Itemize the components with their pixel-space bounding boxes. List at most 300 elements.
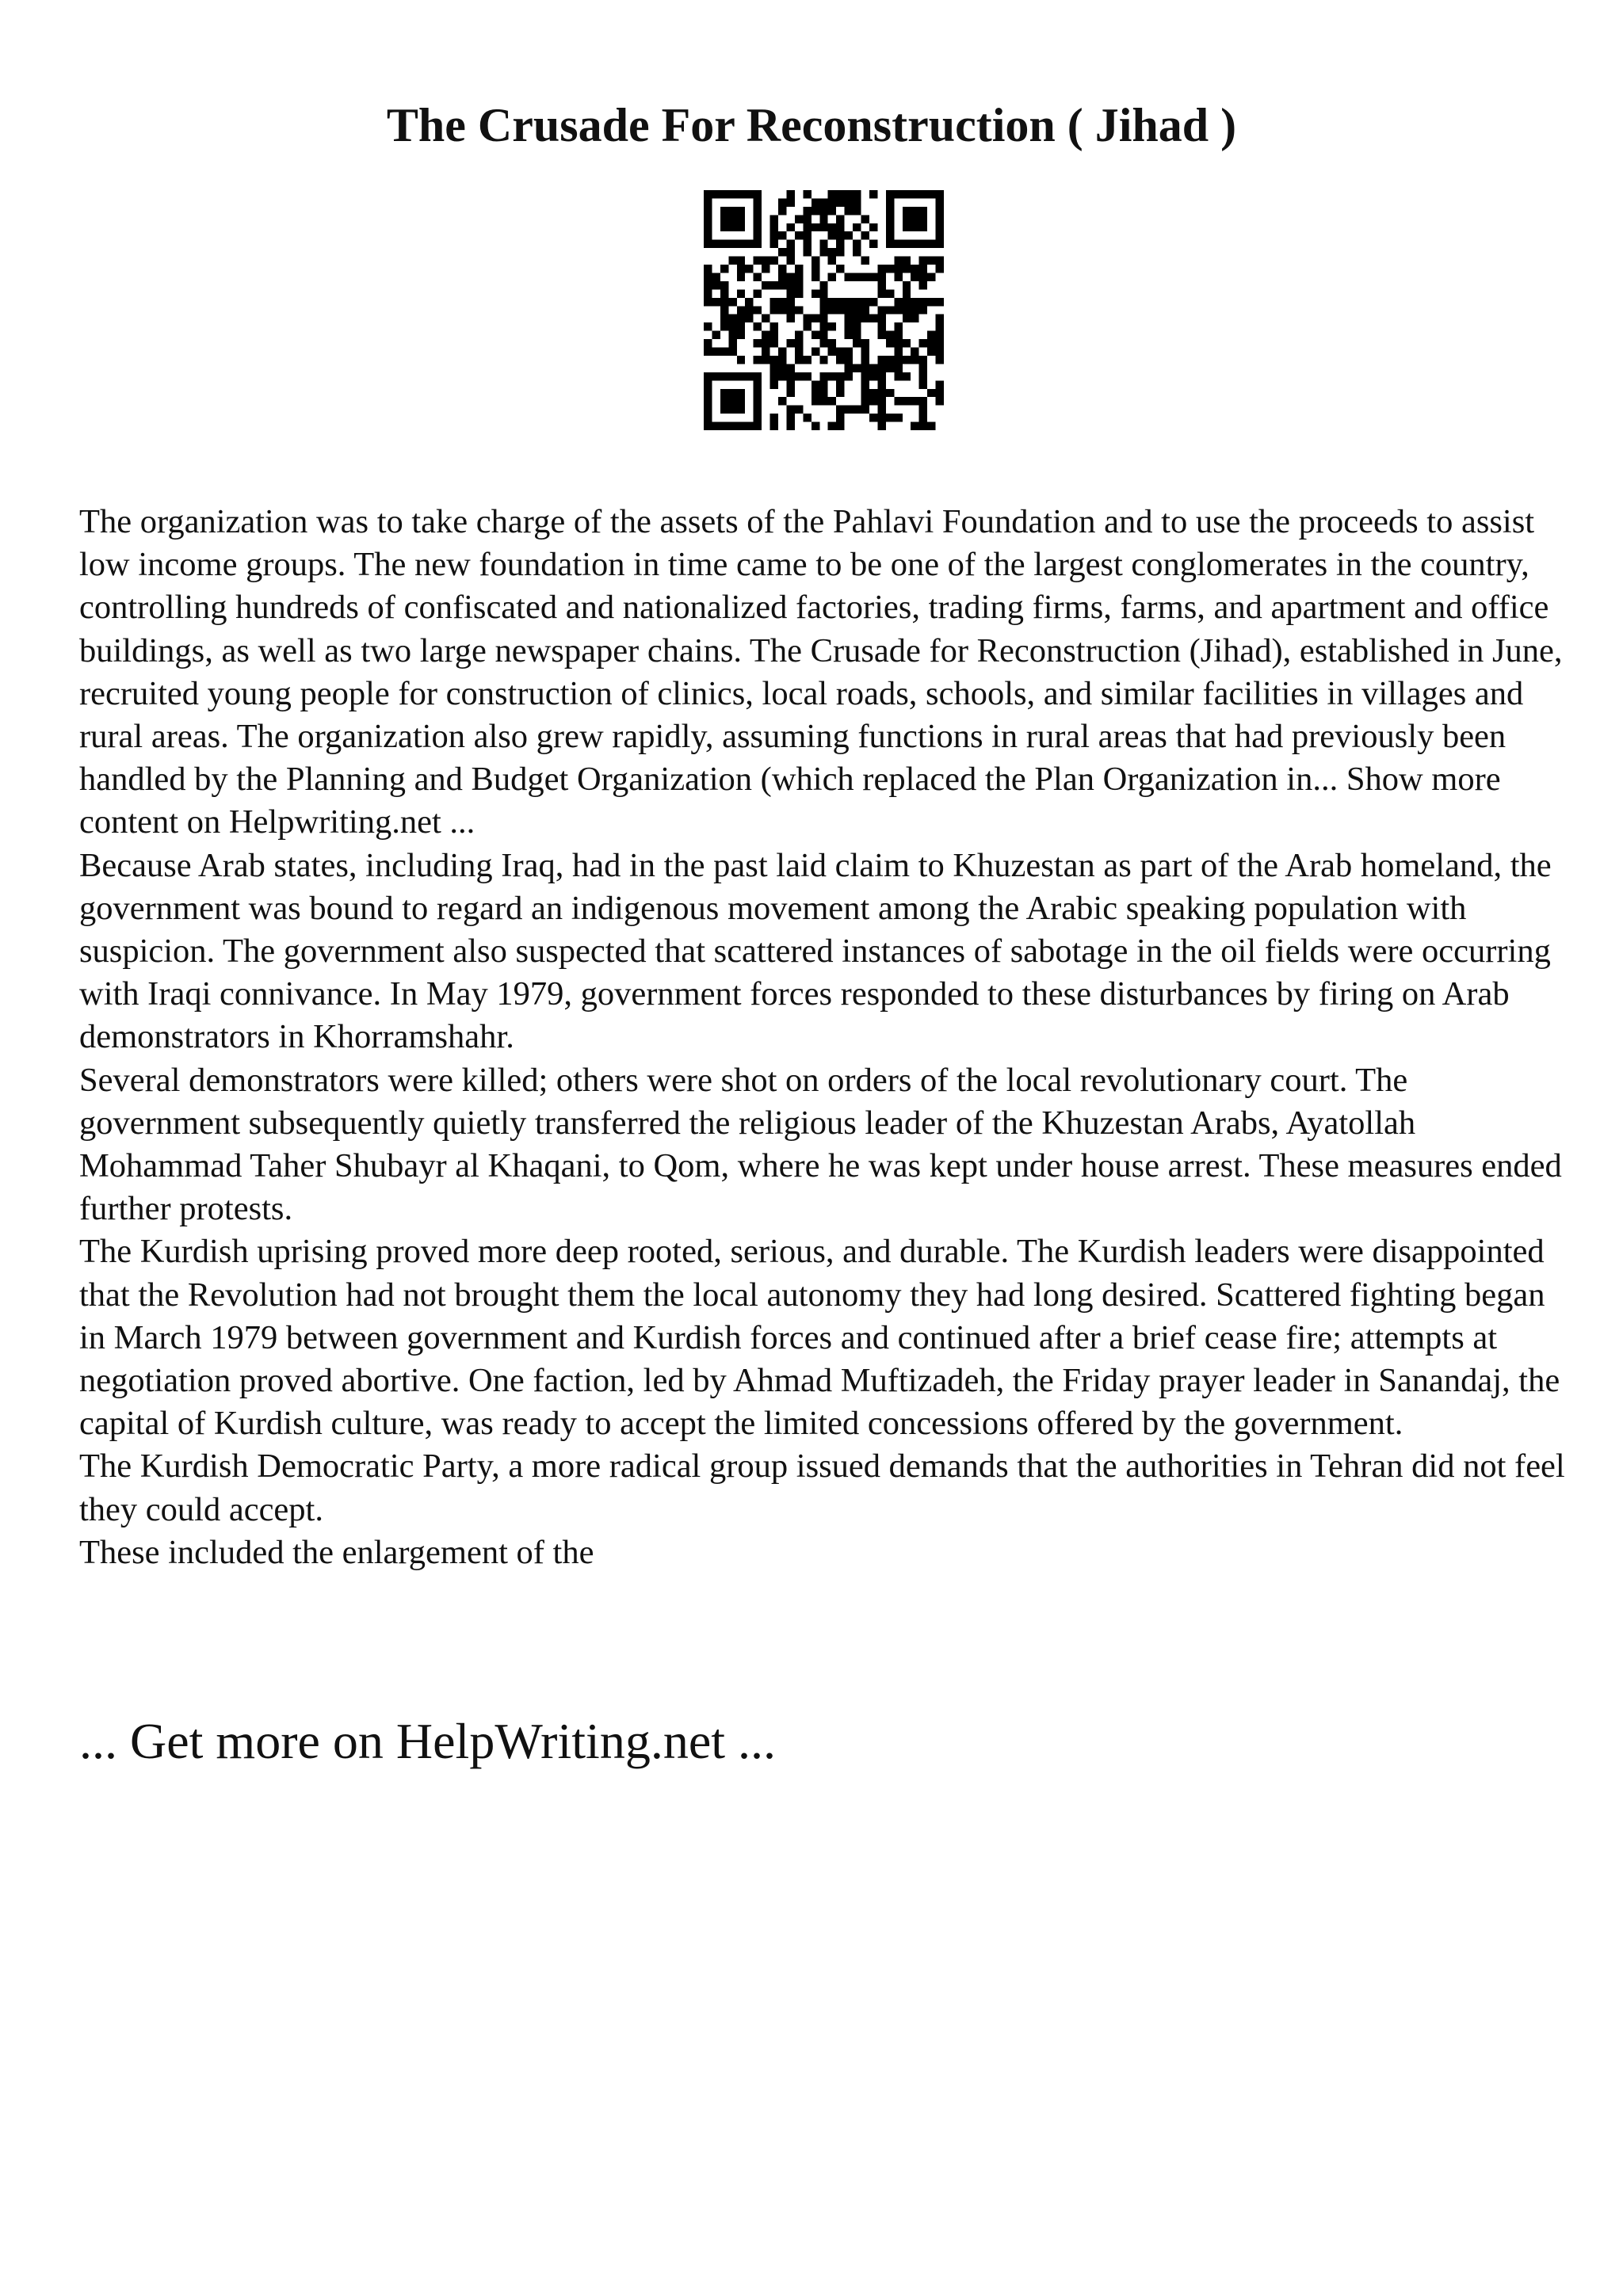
qr-module — [828, 273, 836, 280]
qr-module — [828, 306, 836, 314]
qr-module — [712, 422, 720, 430]
qr-module — [877, 265, 885, 273]
qr-module — [861, 406, 869, 414]
qr-module — [877, 281, 885, 289]
qr-module — [728, 240, 736, 248]
qr-module — [919, 397, 927, 405]
qr-module — [720, 322, 728, 330]
qr-module — [795, 372, 803, 380]
qr-module — [803, 231, 811, 239]
qr-module — [877, 372, 885, 380]
qr-module — [745, 372, 753, 380]
qr-module — [927, 389, 935, 397]
qr-module — [754, 223, 762, 231]
qr-module — [869, 364, 877, 372]
qr-module — [762, 265, 769, 273]
qr-module — [803, 414, 811, 421]
qr-module — [919, 414, 927, 421]
qr-module — [704, 372, 712, 380]
qr-module — [894, 397, 902, 405]
qr-module — [737, 331, 745, 339]
qr-module — [919, 265, 927, 273]
qr-module — [936, 215, 944, 223]
qr-module — [812, 207, 819, 215]
qr-module — [737, 207, 745, 215]
qr-module — [786, 273, 794, 280]
qr-module — [737, 223, 745, 231]
qr-module — [720, 190, 728, 198]
qr-module — [712, 240, 720, 248]
qr-module — [754, 215, 762, 223]
qr-module — [828, 298, 836, 306]
qr-module — [836, 240, 844, 248]
article-body — [79, 501, 1569, 1574]
qr-module — [877, 389, 885, 397]
qr-module — [795, 348, 803, 356]
qr-module — [894, 356, 902, 364]
qr-module — [919, 364, 927, 372]
qr-module — [836, 265, 844, 273]
qr-module — [737, 356, 745, 364]
qr-module — [894, 257, 902, 265]
qr-module — [786, 315, 794, 322]
qr-module — [819, 315, 827, 322]
qr-module — [803, 248, 811, 256]
qr-module — [786, 198, 794, 206]
qr-module — [919, 257, 927, 265]
qr-module — [894, 265, 902, 273]
qr-module — [786, 414, 794, 421]
qr-module — [786, 190, 794, 198]
qr-module — [778, 198, 786, 206]
qr-module — [869, 372, 877, 380]
qr-module — [704, 198, 712, 206]
qr-module — [795, 273, 803, 280]
qr-module — [770, 322, 778, 330]
qr-module — [877, 315, 885, 322]
qr-module — [828, 397, 836, 405]
qr-module — [728, 215, 736, 223]
qr-module — [737, 265, 745, 273]
get-more-link[interactable]: ... Get more on HelpWriting.net ... — [79, 1713, 776, 1769]
qr-module — [712, 298, 720, 306]
qr-module — [836, 190, 844, 198]
qr-module — [936, 315, 944, 322]
qr-module — [762, 339, 769, 347]
qr-module — [819, 281, 827, 289]
qr-module — [737, 273, 745, 280]
qr-module — [728, 298, 736, 306]
qr-module — [795, 265, 803, 273]
qr-module — [911, 223, 918, 231]
qr-module — [894, 273, 902, 280]
qr-module — [911, 207, 918, 215]
qr-module — [886, 364, 894, 372]
qr-module — [903, 281, 911, 289]
qr-module — [919, 380, 927, 388]
qr-module — [886, 331, 894, 339]
qr-module — [737, 322, 745, 330]
qr-module — [819, 207, 827, 215]
qr-module — [704, 414, 712, 421]
qr-module — [886, 215, 894, 223]
qr-module — [911, 265, 918, 273]
qr-module — [737, 397, 745, 405]
qr-module — [853, 331, 861, 339]
qr-module — [728, 331, 736, 339]
qr-module — [845, 190, 853, 198]
qr-module — [927, 257, 935, 265]
qr-module — [712, 372, 720, 380]
qr-module — [812, 289, 819, 297]
qr-module — [819, 372, 827, 380]
qr-module — [927, 348, 935, 356]
qr-module — [894, 306, 902, 314]
qr-module — [919, 240, 927, 248]
qr-module — [845, 273, 853, 280]
qr-module — [754, 322, 762, 330]
qr-module — [919, 281, 927, 289]
qr-module — [828, 223, 836, 231]
qr-module — [828, 248, 836, 256]
qr-module — [720, 298, 728, 306]
paragraph: The organization was to take charge of the assets of the Pahlavi Foundation and to use the proceeds to assist low income groups. The new foundation in time came to be one of the largest conglomerates in the country, controlling hundreds of confiscated and nationalized factories, trading firms, farms, and apartment and office buildings, as well as two large newspaper chains. The Crusade for Reconstruction (Jihad), established in June, recruited young people for construction of clinics, local roads, schools, and similar facilities in villages and rural areas. The organization also grew rapidly, assuming functions in rural areas that had previously been handled by the Planning and Budget Organization (which replaced the Plan Organization in... Show more content on Helpwriting.net ... — [79, 503, 1563, 841]
qr-module — [737, 389, 745, 397]
qr-module — [812, 223, 819, 231]
qr-module — [869, 389, 877, 397]
qr-module — [845, 406, 853, 414]
qr-module — [936, 257, 944, 265]
qr-module — [919, 422, 927, 430]
qr-module — [819, 380, 827, 388]
qr-module — [853, 406, 861, 414]
qr-module — [778, 281, 786, 289]
qr-module — [903, 356, 911, 364]
qr-module — [853, 273, 861, 280]
qr-module — [853, 223, 861, 231]
qr-module — [886, 190, 894, 198]
qr-module — [903, 315, 911, 322]
qr-module — [754, 289, 762, 297]
qr-module — [778, 348, 786, 356]
qr-module — [712, 331, 720, 339]
qr-module — [828, 348, 836, 356]
qr-module — [770, 356, 778, 364]
qr-module — [786, 422, 794, 430]
qr-module — [770, 339, 778, 347]
qr-module — [894, 414, 902, 421]
qr-module — [845, 331, 853, 339]
qr-module — [754, 397, 762, 405]
qr-module — [745, 240, 753, 248]
qr-module — [836, 298, 844, 306]
qr-module — [819, 339, 827, 347]
qr-module — [704, 422, 712, 430]
qr-module — [803, 356, 811, 364]
qr-module — [836, 406, 844, 414]
qr-module — [786, 372, 794, 380]
qr-module — [737, 306, 745, 314]
qr-module — [803, 215, 811, 223]
qr-module — [845, 356, 853, 364]
qr-module — [737, 372, 745, 380]
qr-module — [845, 231, 853, 239]
qr-module — [936, 265, 944, 273]
qr-module — [819, 240, 827, 248]
qr-module — [786, 240, 794, 248]
qr-module — [877, 331, 885, 339]
qr-module — [919, 207, 927, 215]
qr-module — [795, 231, 803, 239]
qr-module — [819, 322, 827, 330]
qr-module — [720, 406, 728, 414]
qr-module — [728, 389, 736, 397]
qr-module — [927, 273, 935, 280]
qr-module — [720, 240, 728, 248]
qr-module — [936, 322, 944, 330]
qr-module — [894, 240, 902, 248]
qr-module — [936, 240, 944, 248]
qr-module — [704, 190, 712, 198]
qr-module — [803, 190, 811, 198]
qr-module — [812, 315, 819, 322]
qr-module — [894, 190, 902, 198]
qr-module — [778, 372, 786, 380]
qr-module — [936, 331, 944, 339]
qr-module — [720, 315, 728, 322]
qr-module — [786, 298, 794, 306]
qr-module — [919, 298, 927, 306]
qr-module — [828, 257, 836, 265]
qr-module — [903, 289, 911, 297]
qr-module — [919, 356, 927, 364]
qr-module — [861, 215, 869, 223]
qr-module — [819, 389, 827, 397]
qr-module — [828, 207, 836, 215]
qr-module — [927, 190, 935, 198]
qr-module — [853, 322, 861, 330]
qr-module — [894, 298, 902, 306]
qr-module — [861, 315, 869, 322]
qr-module — [786, 306, 794, 314]
qr-module — [795, 406, 803, 414]
qr-module — [853, 306, 861, 314]
qr-module — [795, 356, 803, 364]
qr-module — [911, 298, 918, 306]
qr-module — [936, 207, 944, 215]
qr-module — [877, 356, 885, 364]
qr-module — [737, 240, 745, 248]
qr-module — [853, 298, 861, 306]
qr-module — [812, 397, 819, 405]
qr-module — [770, 331, 778, 339]
qr-module — [712, 348, 720, 356]
qr-module — [803, 322, 811, 330]
qr-module — [819, 306, 827, 314]
paragraph: Because Arab states, including Iraq, had in the past laid claim to Khuzestan as part of the Arab homeland, the government was bound to regard an indigenous movement among the Arabic speaking population with suspicion. The government also suspected that scattered instances of sabotage in the oil fields were occurring with Iraqi connivance. In May 1979, government forces responded to these disturbances by firing on Arab demonstrators in Khorramshahr. — [79, 846, 1552, 1056]
qr-module — [886, 198, 894, 206]
qr-module — [778, 356, 786, 364]
qr-module — [728, 322, 736, 330]
qr-module — [877, 289, 885, 297]
qr-module — [911, 422, 918, 430]
qr-module — [903, 397, 911, 405]
qr-module — [803, 372, 811, 380]
qr-module — [877, 406, 885, 414]
qr-module — [845, 198, 853, 206]
qr-module — [919, 190, 927, 198]
qr-module — [836, 422, 844, 430]
qr-module — [877, 380, 885, 388]
qr-module — [911, 215, 918, 223]
qr-module — [712, 273, 720, 280]
qr-module — [877, 322, 885, 330]
qr-module — [778, 298, 786, 306]
qr-module — [704, 281, 712, 289]
qr-module — [728, 406, 736, 414]
qr-module — [911, 315, 918, 322]
qr-module — [720, 265, 728, 273]
qr-module — [786, 223, 794, 231]
qr-module — [778, 207, 786, 215]
qr-module — [936, 223, 944, 231]
qr-module — [853, 339, 861, 347]
qr-module — [812, 422, 819, 430]
qr-module — [704, 389, 712, 397]
qr-module — [919, 372, 927, 380]
qr-module — [853, 248, 861, 256]
qr-module — [728, 339, 736, 347]
qr-module — [836, 372, 844, 380]
qr-module — [795, 331, 803, 339]
qr-module — [936, 298, 944, 306]
qr-module — [828, 231, 836, 239]
qr-module — [745, 315, 753, 322]
qr-module — [936, 356, 944, 364]
qr-module — [737, 289, 745, 297]
qr-module — [762, 315, 769, 322]
qr-module — [728, 422, 736, 430]
qr-module — [728, 190, 736, 198]
qr-module — [704, 406, 712, 414]
qr-module — [861, 380, 869, 388]
qr-module — [762, 331, 769, 339]
qr-module — [836, 215, 844, 223]
qr-module — [754, 414, 762, 421]
qr-module — [886, 240, 894, 248]
qr-module — [720, 281, 728, 289]
qr-module — [828, 198, 836, 206]
qr-module — [828, 339, 836, 347]
qr-module — [927, 331, 935, 339]
qr-module — [712, 281, 720, 289]
qr-module — [770, 231, 778, 239]
qr-module — [836, 231, 844, 239]
qr-module — [704, 231, 712, 239]
paragraph: The Kurdish uprising proved more deep rooted, serious, and durable. The Kurdish leaders were disappointed that the Revolution had not brought them the local autonomy they had long desired. Scattered fighting began in March 1979 between government and Kurdish forces and continued after a brief cease fire; attempts at negotiation proved abortive. One faction, led by Ahmad Muftizadeh, the Friday prayer leader in Sanandaj, the capital of Kurdish culture, was ready to accept the limited concessions offered by the government. — [79, 1233, 1560, 1443]
qr-module — [720, 348, 728, 356]
qr-module — [836, 248, 844, 256]
qr-module — [869, 240, 877, 248]
qr-module — [786, 406, 794, 414]
qr-module — [845, 315, 853, 322]
qr-module — [720, 306, 728, 314]
qr-module — [894, 339, 902, 347]
qr-module — [819, 248, 827, 256]
qr-module — [770, 422, 778, 430]
qr-module — [737, 422, 745, 430]
qr-module — [720, 289, 728, 297]
qr-module — [894, 372, 902, 380]
qr-module — [795, 281, 803, 289]
qr-module — [770, 364, 778, 372]
qr-module — [812, 348, 819, 356]
qr-module — [778, 248, 786, 256]
qr-module — [903, 339, 911, 347]
qr-module — [720, 389, 728, 397]
qr-module — [728, 372, 736, 380]
qr-module — [795, 215, 803, 223]
qr-module — [754, 207, 762, 215]
qr-module — [886, 223, 894, 231]
qr-module — [877, 364, 885, 372]
qr-module — [861, 356, 869, 364]
qr-module — [903, 190, 911, 198]
qr-module — [836, 414, 844, 421]
qr-module — [745, 306, 753, 314]
qr-module — [836, 389, 844, 397]
qr-module — [845, 298, 853, 306]
qr-module — [886, 265, 894, 273]
qr-module — [812, 389, 819, 397]
qr-module — [911, 356, 918, 364]
qr-module — [869, 397, 877, 405]
qr-module — [778, 265, 786, 273]
qr-module — [770, 414, 778, 421]
qr-module — [720, 397, 728, 405]
qr-module — [737, 190, 745, 198]
qr-module — [861, 257, 869, 265]
qr-module — [720, 207, 728, 215]
qr-module — [728, 257, 736, 265]
qr-module — [737, 315, 745, 322]
qr-module — [869, 298, 877, 306]
qr-module — [770, 380, 778, 388]
qr-module — [911, 348, 918, 356]
qr-module — [853, 315, 861, 322]
qr-module — [845, 364, 853, 372]
qr-module — [853, 198, 861, 206]
qr-module — [877, 422, 885, 430]
qr-module — [754, 306, 762, 314]
qr-module — [919, 406, 927, 414]
qr-module — [786, 380, 794, 388]
qr-module — [704, 289, 712, 297]
qr-module — [919, 273, 927, 280]
qr-module — [778, 364, 786, 372]
qr-module — [936, 198, 944, 206]
qr-module — [704, 215, 712, 223]
qr-module — [845, 372, 853, 380]
qr-module — [812, 273, 819, 280]
qr-module — [936, 348, 944, 356]
qr-module — [795, 339, 803, 347]
qr-module — [877, 397, 885, 405]
qr-module — [770, 298, 778, 306]
qr-module — [803, 207, 811, 215]
paragraph: These included the enlargement of the — [79, 1533, 594, 1571]
qr-module — [819, 215, 827, 223]
